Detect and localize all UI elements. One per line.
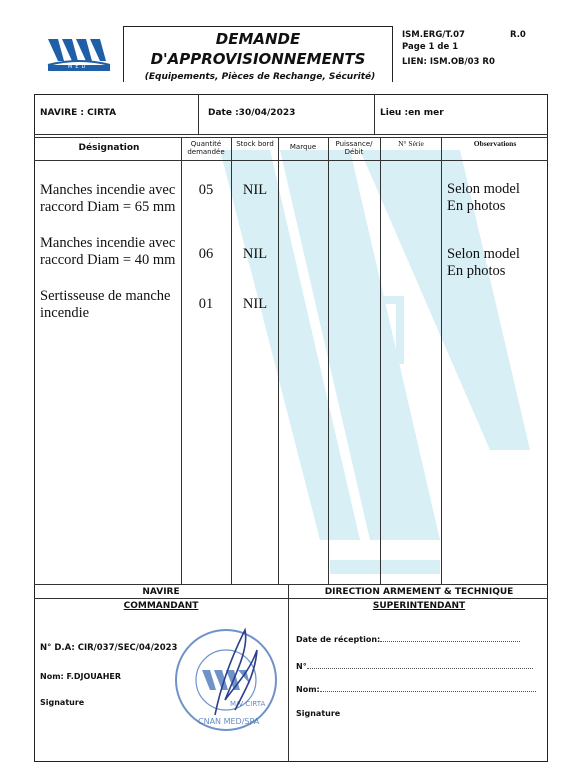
reception-number-field: N°: [296, 660, 533, 671]
company-logo: [44, 31, 114, 73]
col-quantite: Quantité demandée: [187, 140, 225, 156]
row3-quantite: 01: [198, 296, 214, 312]
row1-designation: Manches incendie avec raccord Diam = 65 mm: [40, 182, 176, 215]
col-designation: Désignation: [78, 143, 140, 153]
stamp-vessel-text: M/V CIRTA: [230, 700, 266, 708]
reception-date-field: Date de réception:: [296, 633, 520, 644]
row1-observations: Selon model En photos: [447, 181, 520, 214]
da-number: N° D.A: CIR/037/SEC/04/2023: [40, 643, 178, 653]
commandant-signature-label: Signature: [40, 698, 85, 707]
row1-stock: NIL: [242, 182, 268, 198]
footer-left-sub: COMMANDANT: [123, 601, 199, 611]
title-line2: D'APPROVISIONNEMENTS: [150, 50, 366, 68]
footer-right-title: DIRECTION ARMEMENT & TECHNIQUE: [324, 587, 514, 597]
commandant-signature: [205, 620, 265, 720]
doc-lien: LIEN: ISM.OB/03 R0: [402, 57, 495, 67]
row3-stock: NIL: [242, 296, 268, 312]
row2-stock: NIL: [242, 246, 268, 262]
navire-field: NAVIRE : CIRTA: [40, 108, 117, 118]
superintendant-signature-label: Signature: [296, 709, 341, 718]
subtitle: (Equipements, Pièces de Rechange, Sécurité): [144, 72, 376, 82]
col-observations: Observations: [473, 139, 517, 148]
row2-designation: Manches incendie avec raccord Diam = 40 mm: [40, 235, 176, 268]
row2-quantite: 06: [198, 246, 214, 262]
footer-left-title: NAVIRE: [142, 587, 180, 597]
superintendant-name-field: Nom:: [296, 683, 536, 694]
date-field: Date :30/04/2023: [208, 108, 296, 118]
col-stock: Stock bord: [236, 140, 274, 148]
col-puissance: Puissance/ Débit: [335, 140, 373, 156]
row1-quantite: 05: [198, 182, 214, 198]
doc-page: Page 1 de 1: [402, 42, 459, 52]
title-line1: DEMANDE: [215, 30, 301, 48]
lieu-field: Lieu :en mer: [380, 108, 444, 118]
col-serie: N° Série: [398, 139, 424, 148]
row2-observations: Selon model En photos: [447, 246, 520, 279]
doc-rev: R.0: [510, 30, 526, 40]
col-marque: Marque: [289, 143, 317, 151]
logo-sub-text: MED: [68, 64, 89, 70]
stamp-brand-text: CNAN MED/SPA: [198, 717, 260, 726]
footer-right-sub: SUPERINTENDANT: [372, 601, 466, 611]
doc-ref: ISM.ERG/T.07: [402, 30, 465, 40]
commandant-name: Nom: F.DJOUAHER: [40, 672, 122, 681]
row3-designation: Sertisseuse de manche incendie: [40, 288, 171, 321]
